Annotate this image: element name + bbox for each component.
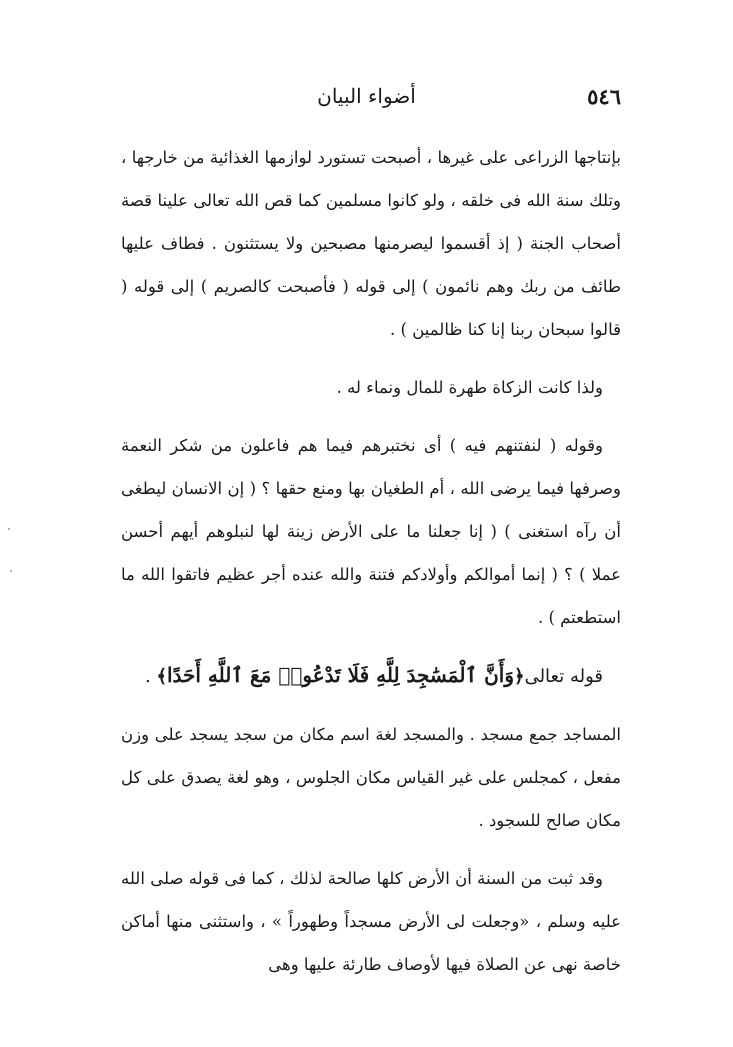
paragraph-1: بإنتاجها الزراعى على غيرها ، أصبحت تستورد لوازمها الغذائية من خارجها ، وتلك سنة الله فى خلقه ، ولو كانوا مسلمين كما قص الله تعالى علينا قصة أصحاب الجنة ( إذ أقسموا ليصرمنها مصبحين ولا يستثنون . فطاف عليها طائف من ربك وهم نائمون ) إلى قوله ( فأصبحت كالصريم ) إلى قوله ( قالوا سبحان ربنا إنا كنا ظالمين ) . [121,148,621,339]
running-title: أضواء البيان [317,84,416,108]
verse-end: . [144,666,157,687]
verse-text: وَأَنَّ ٱلْمَسَٰجِدَ لِلَّهِ فَلَا تَدْعُوا۟ مَعَ ٱللَّهِ أَحَدًا [166,663,515,687]
body-text [121,136,621,986]
paragraph-4: المساجد جمع مسجد . والمسجد لغة اسم مكان من سجد يسجد على وزن مفعل ، كمجلس على غير القياس مكان الجلوس ، وهو لغة يصدق على كل مكان صالح للسجود . [121,725,621,830]
page-number: ٥٤٦ [587,84,621,109]
verse-open-bracket: ﴿ [514,666,525,687]
paragraph-gap [121,698,621,713]
paragraph-gap [121,842,621,857]
paragraph-3: وقوله ( لنفتنهم فيه ) أى نختبرهم فيما هم فاعلون من شكر النعمة وصرفها فيما يرضى الله ، أم الطغيان بها ومنع حقها ؟ ( إن الانسان ليطغى أن رآه استغنى ) ( إنا جعلنا ما على الأرض زينة لها لنبلوهم أيهم أحسن عملا ) ؟ ( إنما أموالكم وأولادكم فتنة والله عنده أجر عظيم فاتقوا الله ما استطعتم ) . [121,436,621,627]
page-speck [8,528,10,530]
verse-intro: قوله تعالى [524,666,603,687]
paragraph-gap [121,409,621,424]
paragraph-5: وقد ثبت من السنة أن الأرض كلها صالحة لذلك ، كما فى قوله صلى الله عليه وسلم ، «وجعلت لى الأرض مسجداً وطهوراً » ، واستثنى منها أماكن خاصة نهى عن الصلاة فيها لأوصاف طارئة عليها وهى [121,869,621,974]
verse-heading [121,654,621,698]
paragraph-gap [121,351,621,366]
verse-close-bracket: ﴾ [156,666,167,687]
paragraph-gap [121,639,621,654]
page-header [112,84,621,116]
paragraph-2: ولذا كانت الزكاة طهرة للمال ونماء له . [336,378,603,397]
page-speck [10,570,12,572]
